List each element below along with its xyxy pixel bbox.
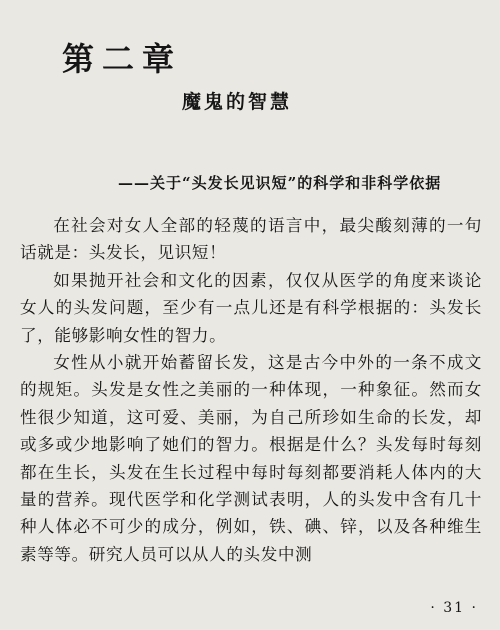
paragraph-1: 在社会对女人全部的轻蔑的语言中，最尖酸刻薄的一句话就是：头发长，见识短！ xyxy=(20,216,482,263)
chapter-title: 第二章 xyxy=(62,40,183,78)
paragraph-3: 女性从小就开始蓄留长发，这是古今中外的一条不成文的规矩。头发是女性之美丽的一种体现，一种象征。然而女性很少知道，这可爱、美丽，为自己所珍如生命的长发，却或多或少地影响了她们的智力。根据是什么？头发每时每刻都在生长，头发在生长过程中每时每刻都要消耗人体内的大量的营养。现代医学和化学测试表明，人的头发中含有几十种人体必不可少的成分，例如，铁、碘、锌，以及各种维生素等等。研究人员可以从人的头发中测 xyxy=(20,353,482,564)
section-title: 魔鬼的智慧 xyxy=(182,91,293,113)
paragraph-2: 如果抛开社会和文化的因素，仅仅从医学的角度来谈论女人的头发问题，至少有一点儿还是有科学根据的：头发长了，能够影响女性的智力。 xyxy=(20,270,482,345)
body-text xyxy=(20,212,482,568)
page-number: · 31 · xyxy=(430,600,478,616)
section-subtitle: ——关于“头发长见识短”的科学和非科学依据 xyxy=(118,174,442,192)
